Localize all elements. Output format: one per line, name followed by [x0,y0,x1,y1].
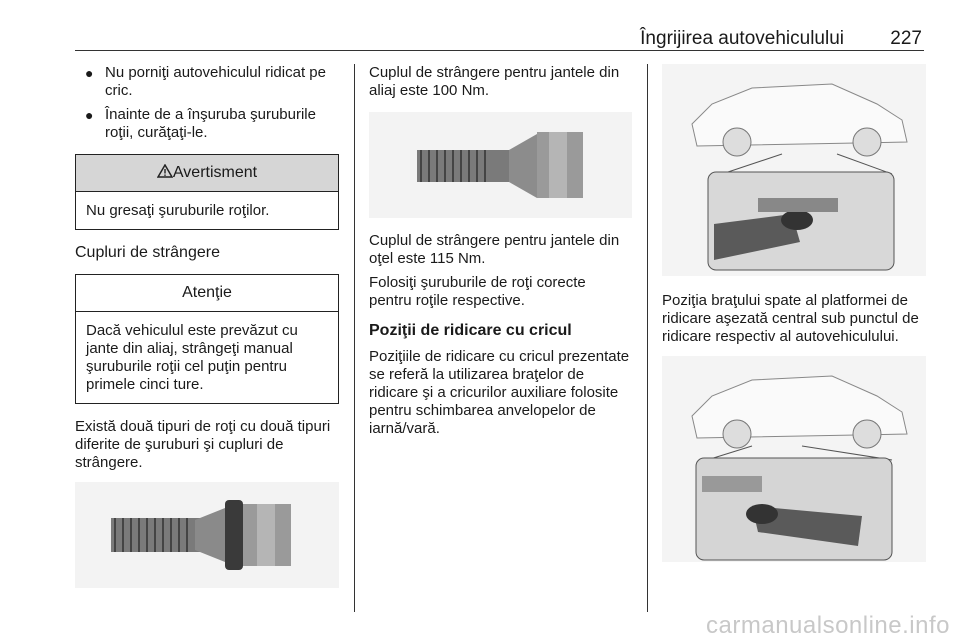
page-header [75,20,924,51]
warning-box [75,154,339,230]
lift-point-front-image [662,64,926,276]
column-3 [662,64,926,562]
chapter-title: Îngrijirea autovehiculului [640,28,844,49]
section-heading: Poziţii de ridicare cu cricul [369,322,572,339]
page-number: 227 [890,28,922,49]
warning-triangle-icon [157,164,173,178]
column-divider [647,64,648,612]
paragraph: Cuplul de strângere pentru jantele din oţel este 115 Nm. [369,232,620,267]
warning-title: Avertisment [172,164,258,181]
column-divider [354,64,355,612]
paragraph: Folosiţi şuruburile de roţi corecte pentru roţile respective. [369,274,586,309]
lift-point-rear-image [662,356,926,562]
steel-wheel-bolt-image [369,112,632,218]
bullet-item: ● Înainte de a înşuruba şuruburile roţii, curăţaţi-le. [85,106,316,141]
warning-text: Nu gresaţi şuruburile roţilor. [86,202,270,219]
paragraph: Cuplul de strângere pentru jantele din aliaj este 100 Nm. [369,64,620,99]
column-1 [75,64,339,588]
alloy-wheel-bolt-image [75,482,339,588]
section-heading: Cupluri de strângere [75,244,220,261]
caution-text: Dacă vehiculul este prevăzut cu jante din aliaj, strângeţi manual şuruburile roţii cel puţin pentru primele cinci ture. [86,322,298,393]
paragraph: Poziţiile de ridicare cu cricul prezentate se referă la utilizarea braţelor de ridicare şi a cricurilor auxiliare folosite pentru schimbarea anvelopelor de iarnă/vară. [369,348,630,437]
figure-caption: Poziţia braţului spate al platformei de ridicare aşezată central sub punctul de ridicare respectiv al autovehiculului. [662,292,919,345]
caution-box [75,274,339,404]
paragraph: Există două tipuri de roţi cu două tipuri diferite de şuruburi şi cupluri de strângere. [75,418,331,471]
bullet-item: ● Nu porniţi autovehiculul ridicat pe cric. [85,64,326,99]
caution-title: Atenţie [76,275,338,312]
column-2 [369,64,632,444]
warning-header [76,155,338,192]
watermark: carmanualsonline.info [706,612,950,639]
